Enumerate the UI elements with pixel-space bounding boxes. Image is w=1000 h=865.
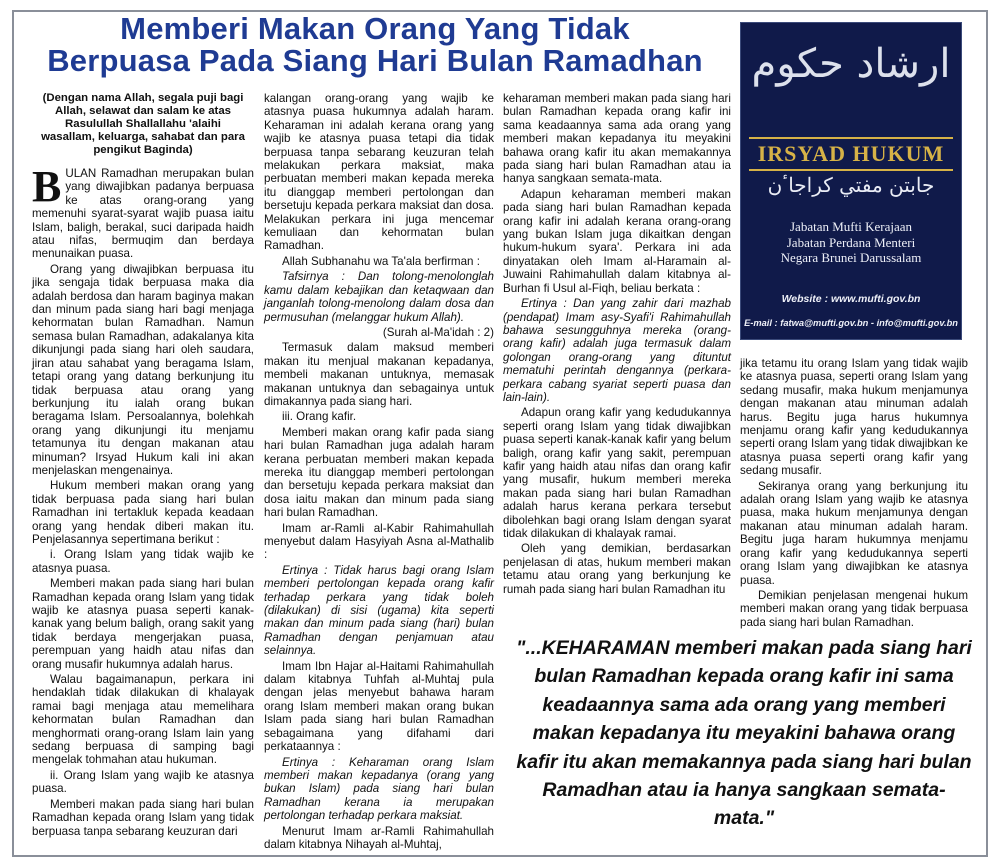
opening-paragraph	[32, 162, 254, 261]
quote-translation: Ertinya : Tidak harus bagi orang Islam memberi pertolongan kepada orang kafir terhadap perkara yang tidak boleh (dilakukan) di sisi (ugama) kita seperti makan dan minum pada siang (hari) bulan Ramadhan dengan penjamuan atau selainnya.	[264, 563, 494, 658]
quran-translation: Tafsirnya : Dan tolong-menolonglah kamu dalam kebajikan dan ketaqwaan dan janganlah tolong-menolong dalam dosa dan permusuhan (melanggar hukum Allah).	[264, 270, 494, 324]
paragraph-text: ULAN Ramadhan merupakan bulan yang diwajibkan padanya berpuasa ke atas orang-orang yang memenuhi syarat-syarat wajib puasa iaitu Islam, baligh, berakal, suci daripada haidh atau nifas, bermuqim dan berdaya menunaikan puasa.	[32, 167, 254, 261]
paragraph: Orang yang diwajibkan berpuasa itu jika sengaja tidak berpuasa maka dia adalah berdosa dan haram baginya makan dan minum pada siang hari bagi menjaga kehormatan bulan Ramadhan. Namun semasa bulan Ramadhan, adakalanya kita dikunjungi pada siang hari oleh saudara, jiran atau sahabat yang beragama Islam, tetapi orang yang datang berkunjung itu tidak berpuasa atau orang yang berkunjung itu ialah orang bukan beragama Islam. Persoalannya, bolehkah orang yang dikunjungi itu menjamu tetamunya itu dengan makanan atau minuman? Irsyad Hukum kali ini akan menjelaskan mengenainya.	[32, 262, 254, 477]
paragraph: Memberi makan orang kafir pada siang hari bulan Ramadhan juga adalah haram kerana perbuatan memberi makan kepada mereka itu dianggap memberi pertolongan dan bersetuju kepada perkara maksiat dan dosa iaitu makan dan minum pada siang hari bulan Ramadhan.	[264, 425, 494, 520]
title-line-2: Berpuasa Pada Siang Hari Bulan Ramadhan	[47, 43, 703, 78]
paragraph: Imam Ibn Hajar al-Haitami Rahimahullah dalam kitabnya Tuhfah al-Muhtaj pula dengan jelas menyebut bahawa haram orang Islam memberi makan orang bukan Islam pada siang hari bulan Ramadhan sebagaimana yang difahami dari perkataannya :	[264, 659, 494, 754]
org-line-1: Jabatan Mufti Kerajaan	[789, 219, 912, 234]
paragraph: jika tetamu itu orang Islam yang tidak wajib ke atasnya puasa, seperti orang Islam yang sedang musafir, maka hukum menjamunya dengan makanan atau minuman adalah harus. Begitu juga harus hukumnya menjamu orang kafir yang kedudukannya seperti orang Islam yang tidak diwajibkan ke atasnya puasa seperti orang kafir yang sedang musafir.	[740, 357, 968, 478]
org-line-3: Negara Brunei Darussalam	[780, 250, 922, 265]
paragraph: keharaman memberi makan pada siang hari bulan Ramadhan kepada orang kafir ini sama keadaannya sama ada orang yang memberi makan kepadanya itu meyakini bahawa orang kafir itu akan memakannya pada siang hari bulan Ramadhan atau ia hanya sangkaan semata-mata.	[503, 92, 731, 186]
calligraphy-subtitle: جابتن مفتي كراجاٴن	[767, 173, 935, 197]
quote-translation: Ertinya : Dan yang zahir dari mazhab (pendapat) Imam asy-Syafi'i Rahimahullah bahawa sesungguhnya mereka (orang-orang kafir) adalah juga termasuk dalam golongan orang-orang yang dituntut mematuhi perintah dengannya (perkara-perkara cabang syariat seperti puasa dan lain-lain).	[503, 297, 731, 404]
quran-intro: Allah Subhanahu wa Ta'ala berfirman :	[282, 254, 480, 268]
paragraph: Demikian penjelasan mengenai hukum memberi makan orang yang tidak berpuasa pada siang hari bulan Ramadhan.	[740, 588, 968, 629]
paragraph: Sekiranya orang yang berkunjung itu adalah orang Islam yang wajib ke atasnya puasa, maka hukum menjamunya dengan makanan atau minuman adalah haram. Begitu juga haram hukumnya menjamu orang kafir yang kedudukannya seperti orang Islam yang diwajibkan ke atasnya puasa.	[740, 479, 968, 587]
organization-name	[741, 219, 961, 266]
subheading-item-iii: iii. Orang kafir.	[282, 410, 357, 424]
column-2	[264, 92, 494, 853]
paragraph: Oleh yang demikian, berdasarkan penjelasan di atas, hukum memberi makan tetamu atau orang yang berkunjung ke rumah pada siang hari bulan Ramadhan itu	[503, 542, 731, 596]
email-text: E-mail : fatwa@mufti.gov.bn - info@mufti.gov.bn	[744, 318, 958, 328]
org-line-2: Jabatan Perdana Menteri	[786, 234, 916, 250]
brand-name: IRSYAD HUKUM	[749, 137, 953, 171]
paragraph: kalangan orang-orang yang wajib ke atasnya puasa hukumnya adalah haram. Keharaman ini adalah kerana orang yang wajib ke atasnya puasa tetapi dia tidak berpuasa tanpa sebarang keuzuran telah melakukan perkara maksiat, maka perbuatan memberi makan kepada mereka itu dianggap memberi pertolongan dan bersetuju kepada perkara maksiat dan dosa. Melakukan perkara ini juga mencemar kemuliaan dan kehormatan bulan Ramadhan.	[264, 92, 494, 253]
lead-paragraph: (Dengan nama Allah, segala puji bagi Allah, selawat dan salam ke atas Rasulullah Shallallahu 'alaihi wasallam, keluarga, sahabat dan para pengikut Baginda)	[41, 92, 245, 156]
paragraph: Imam ar-Ramli al-Kabir Rahimahullah menyebut dalam Hasyiyah Asna al-Mathalib :	[264, 521, 494, 562]
paragraph: Adapun orang kafir yang kedudukannya seperti orang Islam yang tidak diwajibkan puasa seperti kanak-kanak kafir yang belum baligh, orang kafir yang sakit, perempuan kafir yang haidh atau nifas dan orang kafir yang musafir, hukum memberi mereka makan pada siang hari bulan Ramadhan adalah harus kerana perkara tersebut dibolehkan bagi orang Islam dengan syarat tidak dilakukan di khalayak ramai.	[503, 406, 731, 540]
paragraph: Memberi makan pada siang hari bulan Ramadhan kepada orang Islam yang tidak wajib ke atasnya puasa seperti kanak-kanak yang belum baligh, orang sakit yang tidak berdaya mengerjakan puasa, perempuan yang haidh atau nifas dan orang musafir hukumnya adalah harus.	[32, 577, 254, 671]
paragraph: Memberi makan pada siang hari bulan Ramadhan kepada orang Islam yang tidak berpuasa tanpa sebarang keuzuran dari	[32, 797, 254, 838]
paragraph: Menurut Imam ar-Ramli Rahimahullah dalam kitabnya Nihayah al-Muhtaj,	[264, 824, 494, 851]
column-3	[503, 92, 731, 598]
column-4	[740, 357, 968, 631]
subheading-item-i: i. Orang Islam yang tidak wajib ke atasnya puasa.	[32, 548, 254, 575]
paragraph: Termasuk dalam maksud memberi makan itu menjual makanan kepadanya, membeli makanan untuknya, memasak makanan untuknya dan sebagainya untuk dimakannya pada siang hari.	[264, 341, 494, 408]
quote-translation: Ertinya : Keharaman orang Islam memberi makan kepadanya (orang yang bukan Islam) pada siang hari bulan Ramadhan kerana ia merupakan pertolongan terhadap perkara maksiat.	[264, 755, 494, 823]
quran-reference: (Surah al-Ma'idah : 2)	[382, 325, 494, 339]
paragraph: Adapun keharaman memberi makan pada siang hari bulan Ramadhan kepada orang kafir ini adalah kerana orang-orang yang bukan Islam juga dikaitkan dengan hukum-hukum syara'. Perkara ini ada dinyatakan oleh Imam al-Haramain al-Juwaini Rahimahullah dalam kitabnya al-Burhan fi Usul al-Fiqh, beliau berkata :	[503, 187, 731, 295]
pull-quote: "...KEHARAMAN memberi makan pada siang hari bulan Ramadhan kepada orang kafir ini sama keadaannya sama ada orang yang memberi makan kepadanya itu meyakini bahawa orang kafir itu akan memakannya pada siang hari bulan Ramadhan atau ia hanya sangkaan semata-mata."	[516, 637, 972, 830]
calligraphy-logo: ارشاد حكوم	[751, 41, 951, 87]
irsyad-hukum-logo	[740, 22, 962, 340]
column-1	[32, 92, 254, 840]
website-text: Website : www.mufti.gov.bn	[781, 293, 921, 305]
article-title	[20, 13, 730, 77]
drop-cap: B	[32, 162, 62, 211]
subheading-item-ii: ii. Orang Islam yang wajib ke atasnya puasa.	[32, 768, 254, 796]
title-line-1: Memberi Makan Orang Yang Tidak	[120, 11, 630, 46]
paragraph: Hukum memberi makan orang yang tidak berpuasa pada siang hari bulan Ramadhan ini tertakluk kepada keadaan orang yang hendak diberi makan itu. Penjelasannya sepertimana berikut :	[32, 479, 254, 546]
paragraph: Walau bagaimanapun, perkara ini hendaklah tidak dilakukan di khalayak ramai bagi menjaga atau memelihara kehormatan bulan Ramadhan dan menghormati orang-orang Islam lain yang sedang berpuasa di samping bagi mengelak tohmahan atau hukuman.	[32, 673, 254, 767]
